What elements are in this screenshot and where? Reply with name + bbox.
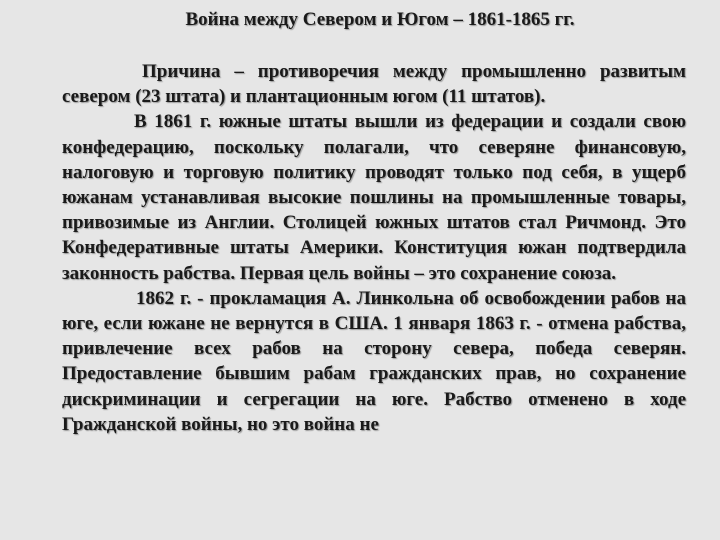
document-title: Война между Севером и Югом – 1861-1865 гг. <box>185 9 575 30</box>
paragraph-1862: 1862 г. - прокламация А. Линкольна об освобождении рабов на юге, если южане не вернутся в США. 1 января 1863 г. - отмена рабства, привлечение всех рабов на сторону севера, победа северян. Предоставление бывшим рабам гражданских прав, но сохранение дискриминации и сегрегации на юге. Рабство отменено в ходе Гражданской войны, но это война не <box>62 287 686 435</box>
paragraph-1861: В 1861 г. южные штаты вышли из федерации и создали свою конфедерацию, поскольку полагали, что северяне финансовую, налоговую и торговую политику проводят только под себя, в ущерб южанам устанавливая высокие пошлины на промышленные товары, привозимые из Англии. Столицей южных штатов стал Ричмонд. Это Конфедеративные штаты Америки. Конституция южан подтвердила законность рабства. Первая цель войны – это сохранение союза. <box>62 111 686 284</box>
paragraph-cause: Причина – противоречия между промышленно развитым севером (23 штата) и плантационным югом (11 штатов). <box>62 61 686 108</box>
document-body <box>62 59 686 437</box>
